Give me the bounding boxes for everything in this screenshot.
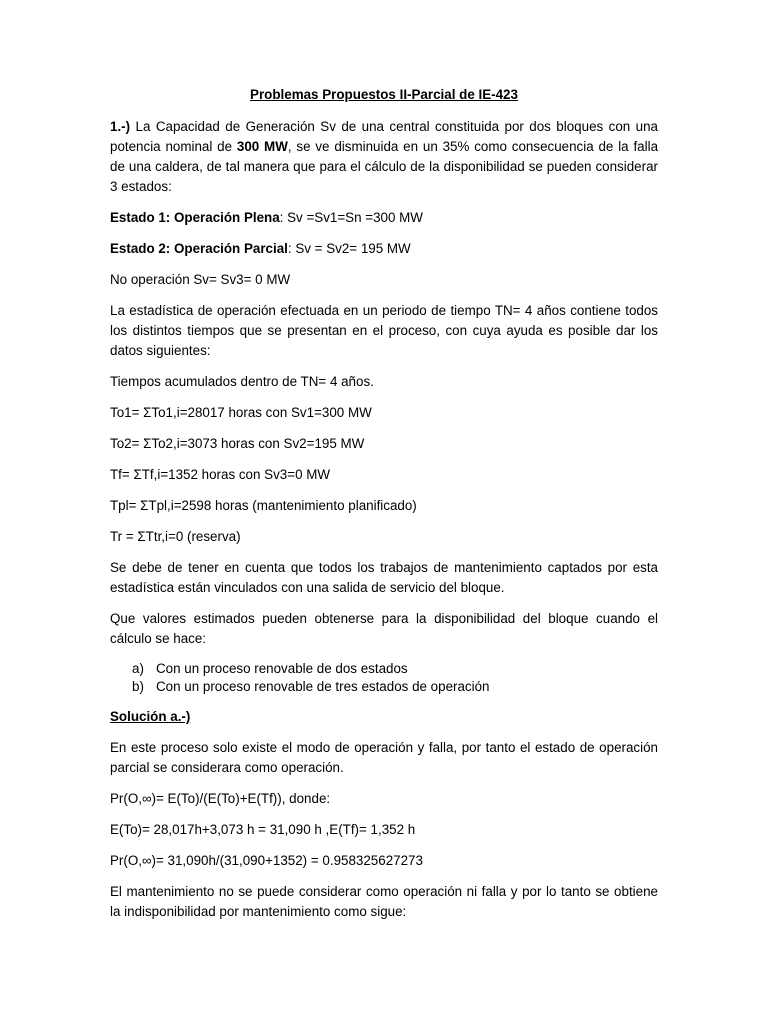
maintenance-note: Se debe de tener en cuenta que todos los trabajos de mantenimiento captados por esta estadística están vinculados con una salida de servicio del bloque. bbox=[110, 560, 658, 595]
list-marker: b) bbox=[132, 679, 144, 694]
list-marker: a) bbox=[132, 661, 144, 676]
list-text: Con un proceso renovable de dos estados bbox=[156, 661, 408, 676]
state-1-label: Estado 1: Operación Plena bbox=[110, 210, 280, 225]
statistics-paragraph: La estadística de operación efectuada en un periodo de tiempo TN= 4 años contiene todos los distintos tiempos que se presentan en el proceso, con cuya ayuda es posible dar los datos siguientes: bbox=[110, 303, 658, 358]
list-item bbox=[132, 660, 658, 678]
tpl-line: Tpl= ΣTpl,i=2598 horas (mantenimiento planificado) bbox=[110, 498, 417, 513]
state-2-line bbox=[110, 239, 658, 259]
problem-text-part-2: , se ve disminuida en un 35% como consecuencia de la falla de una caldera, de tal manera que para el cálculo de la disponibilidad se pueden considerar 3 estados: bbox=[110, 139, 659, 194]
equation-1: Pr(O,∞)= E(To)/(E(To)+E(Tf)), donde: bbox=[110, 791, 331, 806]
to2-line: To2= ΣTo2,i=3073 horas con Sv2=195 MW bbox=[110, 436, 365, 451]
solution-paragraph: En este proceso solo existe el modo de operación y falla, por tanto el estado de operación parcial se considerara como operación. bbox=[110, 740, 658, 775]
to1-line: To1= ΣTo1,i=28017 horas con Sv1=300 MW bbox=[110, 405, 372, 420]
state-2-label: Estado 2: Operación Parcial bbox=[110, 241, 288, 256]
state-3-line: No operación Sv= Sv3= 0 MW bbox=[110, 272, 291, 287]
state-1-line bbox=[110, 208, 658, 228]
problem-number: 1.-) bbox=[110, 119, 131, 134]
question-paragraph: Que valores estimados pueden obtenerse para la disponibilidad del bloque cuando el cálculo se hace: bbox=[110, 611, 658, 646]
document-title: Problemas Propuestos II-Parcial de IE-423 bbox=[250, 87, 518, 102]
state-1-value: : Sv =Sv1=Sn =300 MW bbox=[279, 210, 423, 225]
nominal-power: 300 MW bbox=[236, 139, 288, 154]
tr-line: Tr = ΣTtr,i=0 (reserva) bbox=[110, 529, 241, 544]
equation-3: Pr(O,∞)= 31,090h/(31,090+1352) = 0.958325627273 bbox=[110, 853, 423, 868]
problem-1-statement bbox=[110, 117, 658, 197]
maintenance-unavailability-paragraph: El mantenimiento no se puede considerar como operación ni falla y por lo tanto se obtiene la indisponibilidad por mantenimiento como sigue: bbox=[110, 884, 658, 919]
solution-heading: Solución a.-) bbox=[110, 709, 191, 724]
accumulated-times-heading: Tiempos acumulados dentro de TN= 4 años. bbox=[110, 374, 374, 389]
options-list bbox=[110, 660, 658, 696]
problem-text-part-1: La Capacidad de Generación Sv de una central constituida por dos bloques con una potencia nominal de bbox=[110, 119, 658, 154]
tf-line: Tf= ΣTf,i=1352 horas con Sv3=0 MW bbox=[110, 467, 331, 482]
equation-2: E(To)= 28,017h+3,073 h = 31,090 h ,E(Tf)= 1,352 h bbox=[110, 822, 416, 837]
list-text: Con un proceso renovable de tres estados de operación bbox=[156, 679, 490, 694]
list-item bbox=[132, 678, 658, 696]
state-2-value: : Sv = Sv2= 195 MW bbox=[287, 241, 411, 256]
